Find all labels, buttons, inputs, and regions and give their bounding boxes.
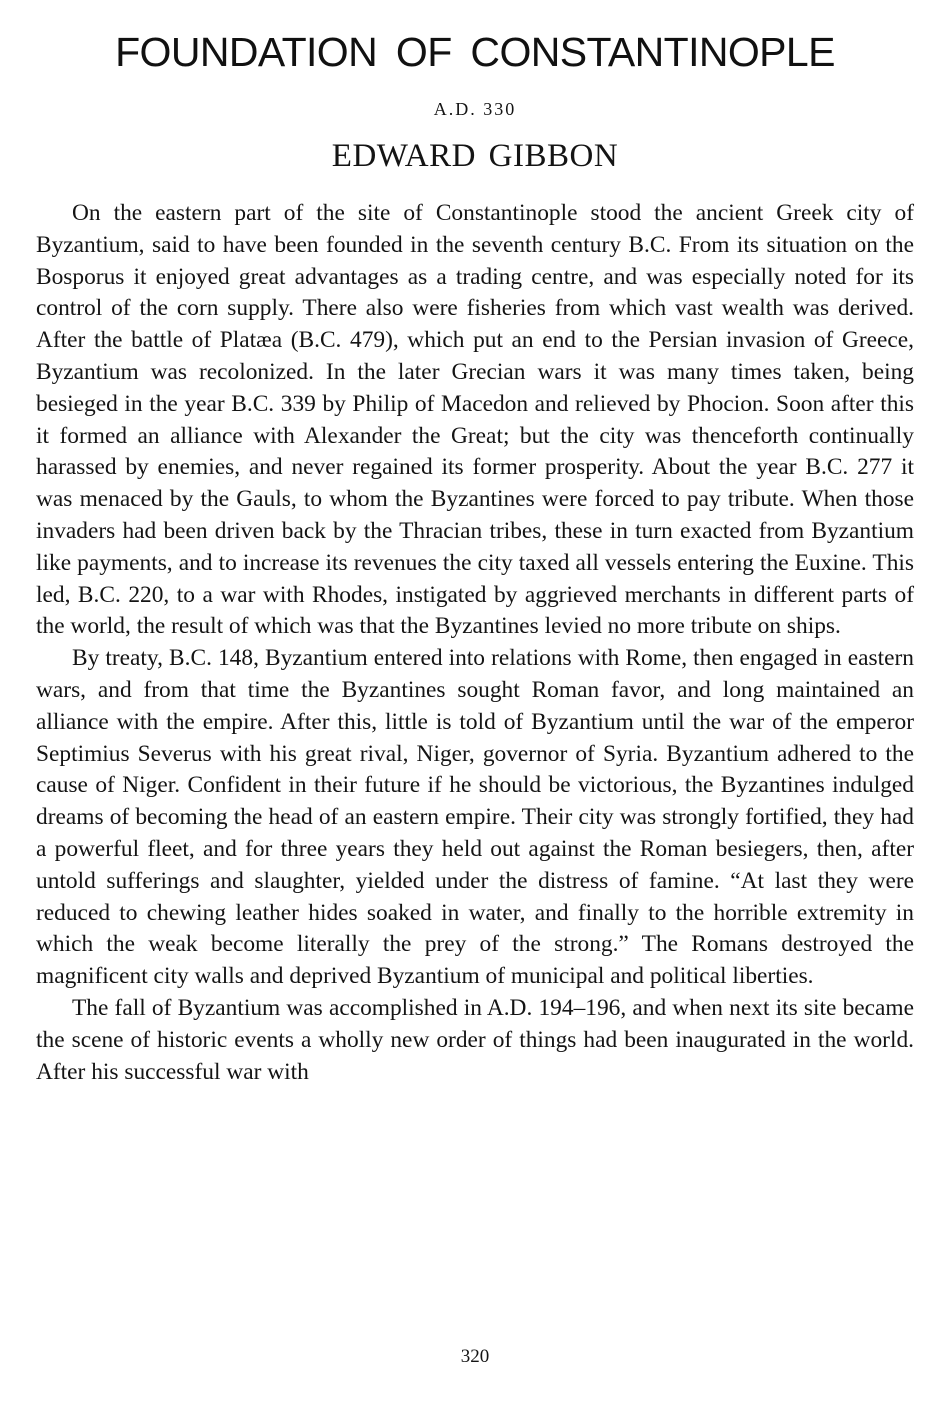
book-page <box>36 28 914 1388</box>
paragraph-text: The fall of Byzantium was accomplished in A.D. 194–196, and when next its site became the scene of historic events a wholly new order of things had been inaugurated in the world. After his successful war with <box>36 994 914 1085</box>
paragraph-text: By treaty, B.C. 148, Byzantium entered into relations with Rome, then engaged in eastern wars, and from that time the Byzantines sought Roman favor, and long maintained an alliance with the empire. After this, little is told of Byzantium until the war of the emperor Septimius Severus with his great rival, Niger, governor of Syria. Byzantium adhered to the cause of Niger. Confident in their future if he should be victorious, the Byzantines indulged dreams of becoming the head of an eastern empire. Their city was strongly fortified, they had a powerful fleet, and for three years they held out against the Roman besiegers, then, after untold sufferings and slaughter, yielded under the distress of famine. “At last they were reduced to chewing leather hides soaked in water, and finally to the horrible extremity in which the weak become literally the prey of the strong.” The Romans destroyed the magnificent city walls and deprived Byzantium of municipal and political liberties. <box>36 645 914 990</box>
paragraph-text: On the eastern part of the site of Constantinople stood the ancient Greek city of Byzantium, said to have been founded in the seventh century B.C. From its situation on the Bosporus it enjoyed great advantages as a trading centre, and was especially noted for its control of the corn supply. There also were fisheries from which vast wealth was derived. After the battle of Platæa (B.C. 479), which put an end to the Persian invasion of Greece, Byzantium was recolonized. In the later Grecian wars it was many times taken, being besieged in the year B.C. 339 by Philip of Macedon and relieved by Phocion. Soon after this it formed an alliance with Alexander the Great; but the city was thenceforth continually harassed by enemies, and never regained its former prosperity. About the year B.C. 277 it was menaced by the Gauls, to whom the Byzantines were forced to pay tribute. When those invaders had been driven back by the Thracian tribes, these in turn exacted from Byzantium like payments, and to increase its revenues the city taxed all vessels entering the Euxine. This led, B.C. 220, to a war with Rhodes, instigated by aggrieved merchants in different parts of the world, the result of which was that the Byzantines levied no more tribute on ships. <box>36 200 914 640</box>
author-name: EDWARD GIBBON <box>331 138 619 174</box>
paragraph <box>36 198 914 643</box>
paragraph <box>36 643 914 993</box>
paragraph <box>36 993 914 1088</box>
chapter-date: A.D. 330 <box>433 99 517 119</box>
page-number: 320 <box>460 1346 490 1367</box>
chapter-title: FOUNDATION OF CONSTANTINOPLE <box>115 29 835 75</box>
body-text <box>36 198 914 1088</box>
